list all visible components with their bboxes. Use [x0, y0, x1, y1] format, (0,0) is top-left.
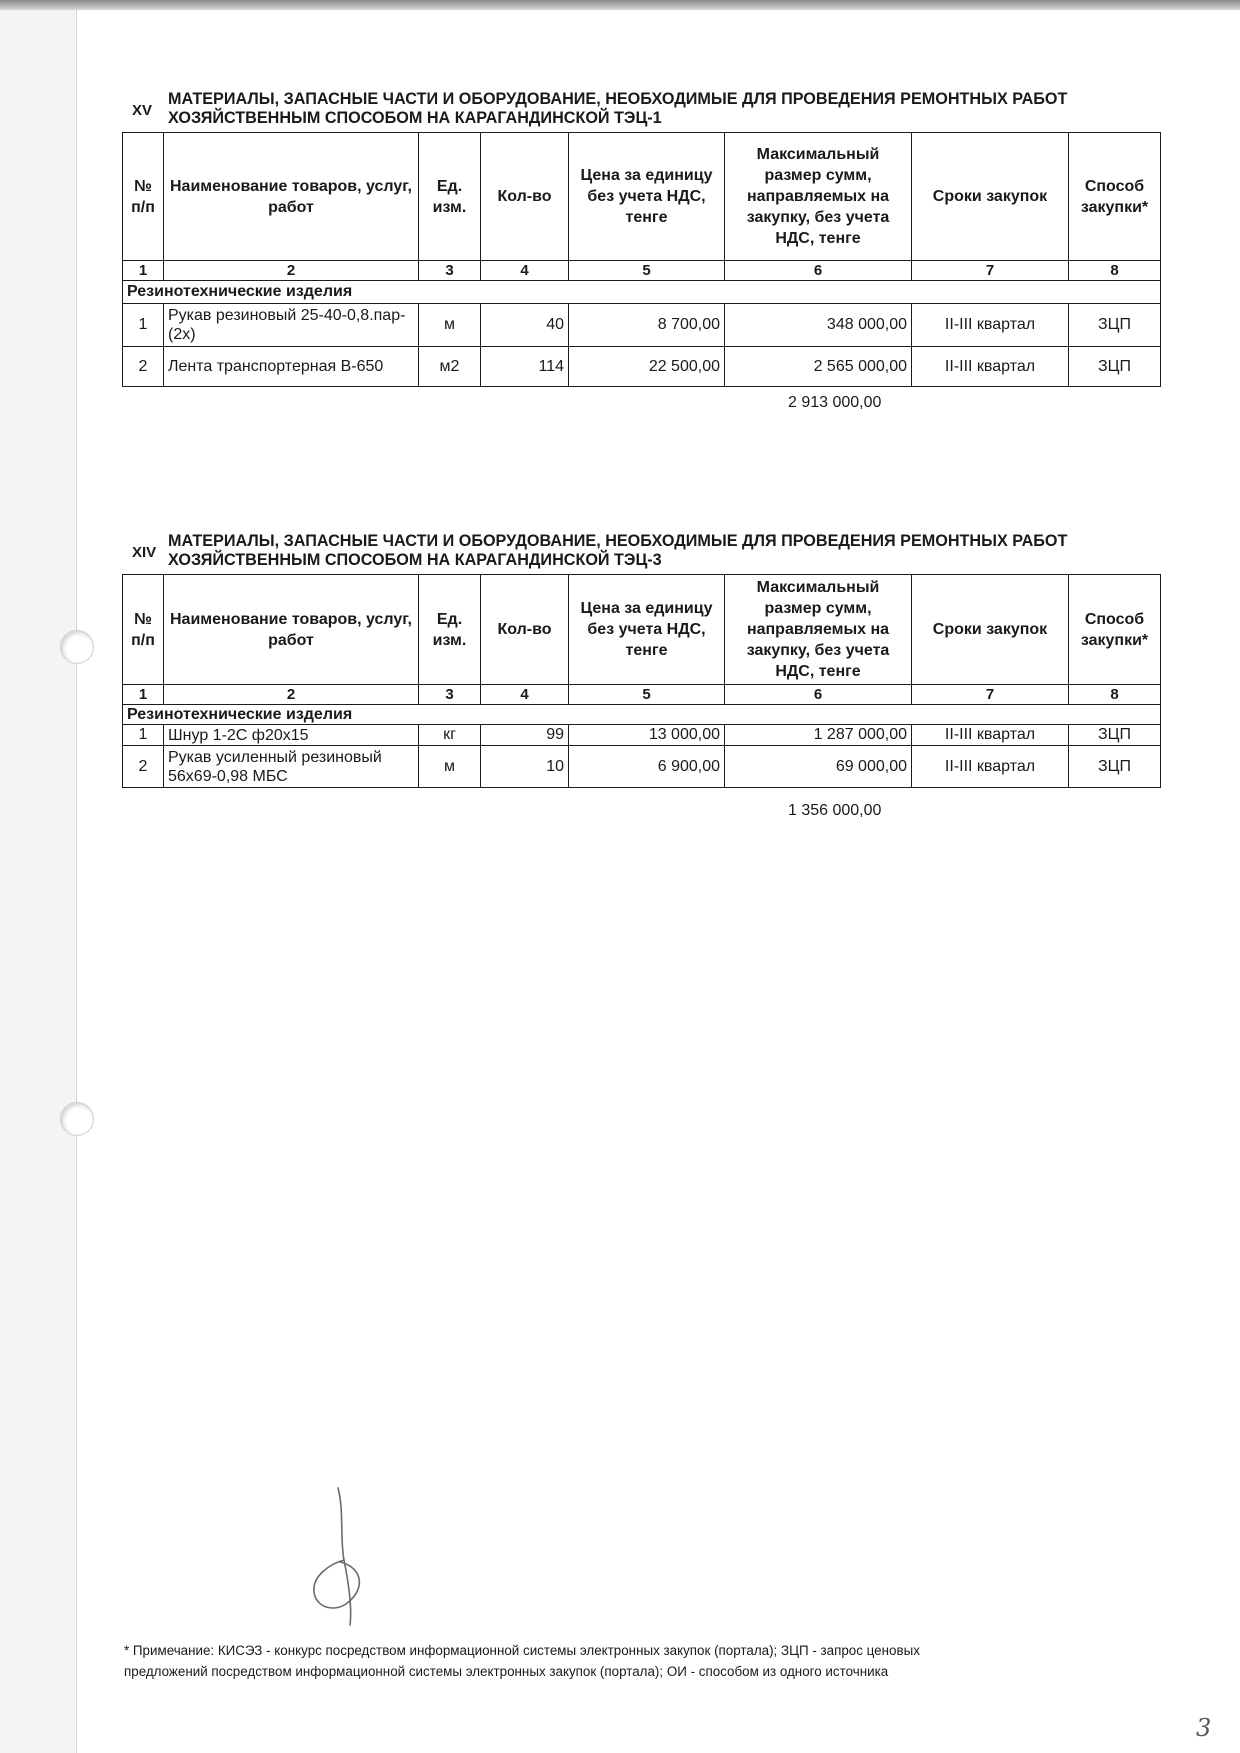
section-tec-3 [122, 530, 1160, 819]
page-number: 3 [1196, 1714, 1212, 1742]
scan-top-edge [0, 0, 1240, 10]
cell-method: ЗЦП [1069, 304, 1161, 347]
cell-qty: 40 [481, 304, 569, 347]
section-total: 2 913 000,00 [788, 394, 882, 411]
section-title-line-2: ХОЗЯЙСТВЕННЫМ СПОСОБОМ НА КАРАГАНДИНСКОЙ ТЭЦ-1 [168, 109, 662, 127]
header-method: Способ закупки* [1069, 133, 1161, 261]
header-qty: Кол-во [481, 575, 569, 685]
section-roman-number: XV [132, 102, 153, 119]
section-total: 1 356 000,00 [788, 802, 882, 819]
footnote-line-2: предложений посредством информационной системы электронных закупок (портала); ОИ - способом из одного источника [124, 1664, 889, 1679]
section-title-line-1: МАТЕРИАЛЫ, ЗАПАСНЫЕ ЧАСТИ И ОБОРУДОВАНИЕ, НЕОБХОДИМЫЕ ДЛЯ ПРОВЕДЕНИЯ РЕМОНТНЫХ РАБОТ [168, 90, 1068, 108]
footnote-line-1: * Примечание: КИСЭЗ - конкурс посредством информационной системы электронных закупок (портала); ЗЦП - запрос ценовых [124, 1643, 920, 1658]
cell-qty: 10 [481, 746, 569, 788]
column-number: 2 [164, 685, 419, 705]
procurement-table [122, 132, 1161, 387]
section-header [122, 88, 1160, 132]
column-number: 7 [912, 261, 1069, 281]
header-max-sum: Максимальный размер сумм, направляемых на закупку, без учета НДС, тенге [725, 575, 912, 685]
table-row [123, 725, 1161, 746]
table-header-row [123, 575, 1161, 685]
cell-unit: м2 [419, 347, 481, 387]
scan-left-margin [0, 10, 77, 1753]
header-unit: Ед. изм. [419, 133, 481, 261]
cell-qty: 114 [481, 347, 569, 387]
column-number: 1 [123, 261, 164, 281]
column-number: 7 [912, 685, 1069, 705]
cell-method: ЗЦП [1069, 746, 1161, 788]
header-price: Цена за единицу без учета НДС, тенге [569, 133, 725, 261]
signature [300, 1480, 390, 1630]
cell-no: 1 [123, 304, 164, 347]
header-qty: Кол-во [481, 133, 569, 261]
section-title [168, 532, 1067, 570]
cell-sum: 2 565 000,00 [725, 347, 912, 387]
table-header-row [123, 133, 1161, 261]
punch-hole-upper [60, 630, 94, 664]
cell-sum: 348 000,00 [725, 304, 912, 347]
cell-no: 2 [123, 347, 164, 387]
column-number: 2 [164, 261, 419, 281]
group-row [123, 281, 1161, 304]
header-price: Цена за единицу без учета НДС, тенге [569, 575, 725, 685]
column-number: 5 [569, 261, 725, 281]
header-no: № п/п [123, 133, 164, 261]
cell-sum: 1 287 000,00 [725, 725, 912, 746]
cell-terms: II-III квартал [912, 347, 1069, 387]
table-row [123, 746, 1161, 788]
column-number: 3 [419, 685, 481, 705]
cell-unit: кг [419, 725, 481, 746]
cell-unit: м [419, 304, 481, 347]
header-unit: Ед. изм. [419, 575, 481, 685]
column-number: 6 [725, 261, 912, 281]
section-roman-number: XIV [132, 544, 157, 561]
header-terms: Сроки закупок [912, 575, 1069, 685]
section-title [168, 90, 1067, 128]
header-name: Наименование товаров, услуг, работ [164, 575, 419, 685]
section-title-line-2: ХОЗЯЙСТВЕННЫМ СПОСОБОМ НА КАРАГАНДИНСКОЙ ТЭЦ-3 [168, 551, 662, 569]
group-label: Резинотехнические изделия [123, 281, 1161, 304]
cell-terms: II-III квартал [912, 746, 1069, 788]
table-row [123, 347, 1161, 387]
section-title-line-1: МАТЕРИАЛЫ, ЗАПАСНЫЕ ЧАСТИ И ОБОРУДОВАНИЕ, НЕОБХОДИМЫЕ ДЛЯ ПРОВЕДЕНИЯ РЕМОНТНЫХ РАБОТ [168, 532, 1068, 550]
cell-name: Рукав резиновый 25-40-0,8.пар-(2х) [164, 304, 419, 347]
cell-unit: м [419, 746, 481, 788]
cell-name: Рукав усиленный резиновый 56х69-0,98 МБС [164, 746, 419, 788]
cell-sum: 69 000,00 [725, 746, 912, 788]
header-terms: Сроки закупок [912, 133, 1069, 261]
procurement-table [122, 574, 1161, 788]
group-label: Резинотехнические изделия [123, 705, 1161, 725]
cell-no: 1 [123, 725, 164, 746]
header-no: № п/п [123, 575, 164, 685]
column-number: 4 [481, 685, 569, 705]
column-number: 4 [481, 261, 569, 281]
column-number: 8 [1069, 261, 1161, 281]
table-row [123, 304, 1161, 347]
cell-terms: II-III квартал [912, 725, 1069, 746]
column-number: 1 [123, 685, 164, 705]
cell-method: ЗЦП [1069, 725, 1161, 746]
cell-qty: 99 [481, 725, 569, 746]
cell-price: 13 000,00 [569, 725, 725, 746]
section-tec-1 [122, 88, 1160, 411]
column-number: 3 [419, 261, 481, 281]
cell-name: Лента транспортерная В-650 [164, 347, 419, 387]
cell-no: 2 [123, 746, 164, 788]
footnote [124, 1640, 1124, 1682]
header-max-sum: Максимальный размер сумм, направляемых на закупку, без учета НДС, тенге [725, 133, 912, 261]
cell-terms: II-III квартал [912, 304, 1069, 347]
cell-price: 22 500,00 [569, 347, 725, 387]
header-name: Наименование товаров, услуг, работ [164, 133, 419, 261]
column-number: 5 [569, 685, 725, 705]
cell-price: 8 700,00 [569, 304, 725, 347]
header-method: Способ закупки* [1069, 575, 1161, 685]
cell-name: Шнур 1-2С ф20х15 [164, 725, 419, 746]
column-number: 8 [1069, 685, 1161, 705]
cell-price: 6 900,00 [569, 746, 725, 788]
column-number-row [123, 685, 1161, 705]
column-number: 6 [725, 685, 912, 705]
section-header [122, 530, 1160, 574]
punch-hole-lower [60, 1102, 94, 1136]
group-row [123, 705, 1161, 725]
cell-method: ЗЦП [1069, 347, 1161, 387]
column-number-row [123, 261, 1161, 281]
